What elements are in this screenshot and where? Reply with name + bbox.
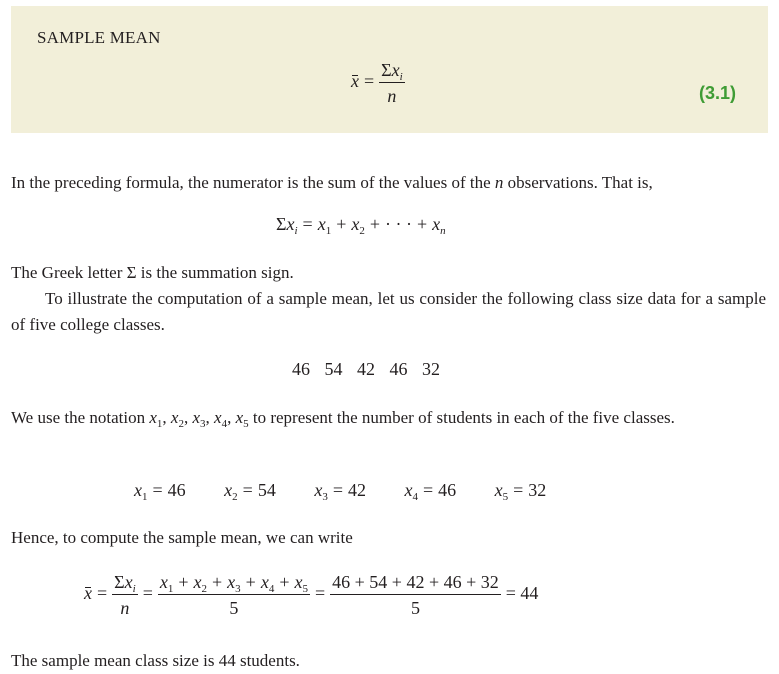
xbar-symbol: x (84, 583, 92, 604)
data-value: 32 (422, 359, 440, 379)
sub-3: 3 (200, 418, 206, 430)
sigma: Σ (276, 214, 287, 234)
var-x: x (286, 214, 295, 234)
xbar-symbol: x (351, 71, 359, 92)
paragraph-conclusion: The sample mean class size is 44 students. (11, 651, 300, 670)
paragraph-numerator (11, 170, 653, 196)
var-n: n (387, 86, 397, 106)
assignment: $x_5 = 32$ (494, 480, 547, 503)
sub-2: 2 (359, 225, 365, 237)
var-x: x (432, 214, 441, 234)
var-x: x (317, 214, 326, 234)
sigma: Σ (381, 60, 392, 80)
data-value: 46 (389, 359, 408, 379)
p1-text-b: observations. That is, (503, 173, 653, 192)
var-x: x (391, 60, 400, 80)
plus: + (336, 214, 347, 234)
result: = 44 (505, 583, 539, 604)
assignments-row (134, 480, 546, 501)
plus: + (417, 214, 428, 234)
sub-2: 2 (178, 418, 184, 430)
ellipsis: · · · (385, 214, 412, 234)
assignment: $x_3 = 42$ (314, 480, 366, 503)
equation-number: (3.1) (698, 83, 736, 103)
data-value: 46 (292, 359, 310, 379)
data-values (292, 359, 440, 380)
p1-text-a: In the preceding formula, the numerator is the sum of the values of the (11, 173, 495, 192)
frac-sum-over-n: $\frac{\Sigma x_i}{n}$ (114, 572, 136, 618)
box-title: SAMPLE MEAN (37, 28, 161, 47)
data-value: 54 (324, 359, 343, 379)
p1-var-n: n (494, 173, 504, 192)
sub-1: 1 (156, 418, 163, 430)
paragraph-illustrate: To illustrate the computation of a sample mean, let us consider the following class size data for a sample of five college classes. (11, 289, 766, 334)
data-value: 42 (357, 359, 375, 379)
assignment: $x_2 = 54$ (224, 480, 276, 503)
sample-mean-formula: x = $\frac{\Sigma x_i}{n}$ (351, 60, 403, 106)
sub-i: i (399, 71, 403, 83)
sub-1: 1 (325, 225, 332, 237)
frac-terms: $\frac{x_1 + x_2 + x_3 + x_4 + x_5}{5}$ (159, 572, 308, 618)
plus: + (369, 214, 381, 234)
frac-values: $\frac{46 + 54 + 42 + 46 + 32}{5}$ (332, 572, 499, 618)
final-computation: x = $\frac{\Sigma x_i}{n}$ = $\frac{x_1 + x_2 + x_3 + x_4 + x_5}{5}$ = $\frac{46 + 54 + 42 + 46 + 32}{5}$ = 44 (84, 572, 539, 618)
sub-4: 4 (221, 418, 228, 430)
formula-fraction (379, 60, 405, 106)
sub-i: i (294, 225, 298, 237)
var-x: x (351, 214, 360, 234)
definition-box (11, 6, 768, 133)
paragraph-hence: Hence, to compute the sample mean, we can write (11, 528, 353, 547)
equals: = (302, 214, 313, 234)
p4-text-a: We use the notation (11, 408, 150, 427)
p4-text-b: to represent the number of students in each of the five classes. (248, 408, 675, 427)
assignment: $x_1 = 46$ (134, 480, 186, 503)
paragraph-notation: We use the notation $x_1$, $x_2$, $x_3$, $x_4$, $x_5$ to represent the number of students in each of the five classes. (11, 408, 675, 430)
summation-equation (276, 214, 446, 235)
paragraph-greek-letter: The Greek letter Σ is the summation sign. (11, 263, 294, 282)
assignment: $x_4 = 46$ (404, 480, 457, 503)
sub-5: 5 (243, 418, 249, 430)
sub-n: n (440, 225, 446, 237)
